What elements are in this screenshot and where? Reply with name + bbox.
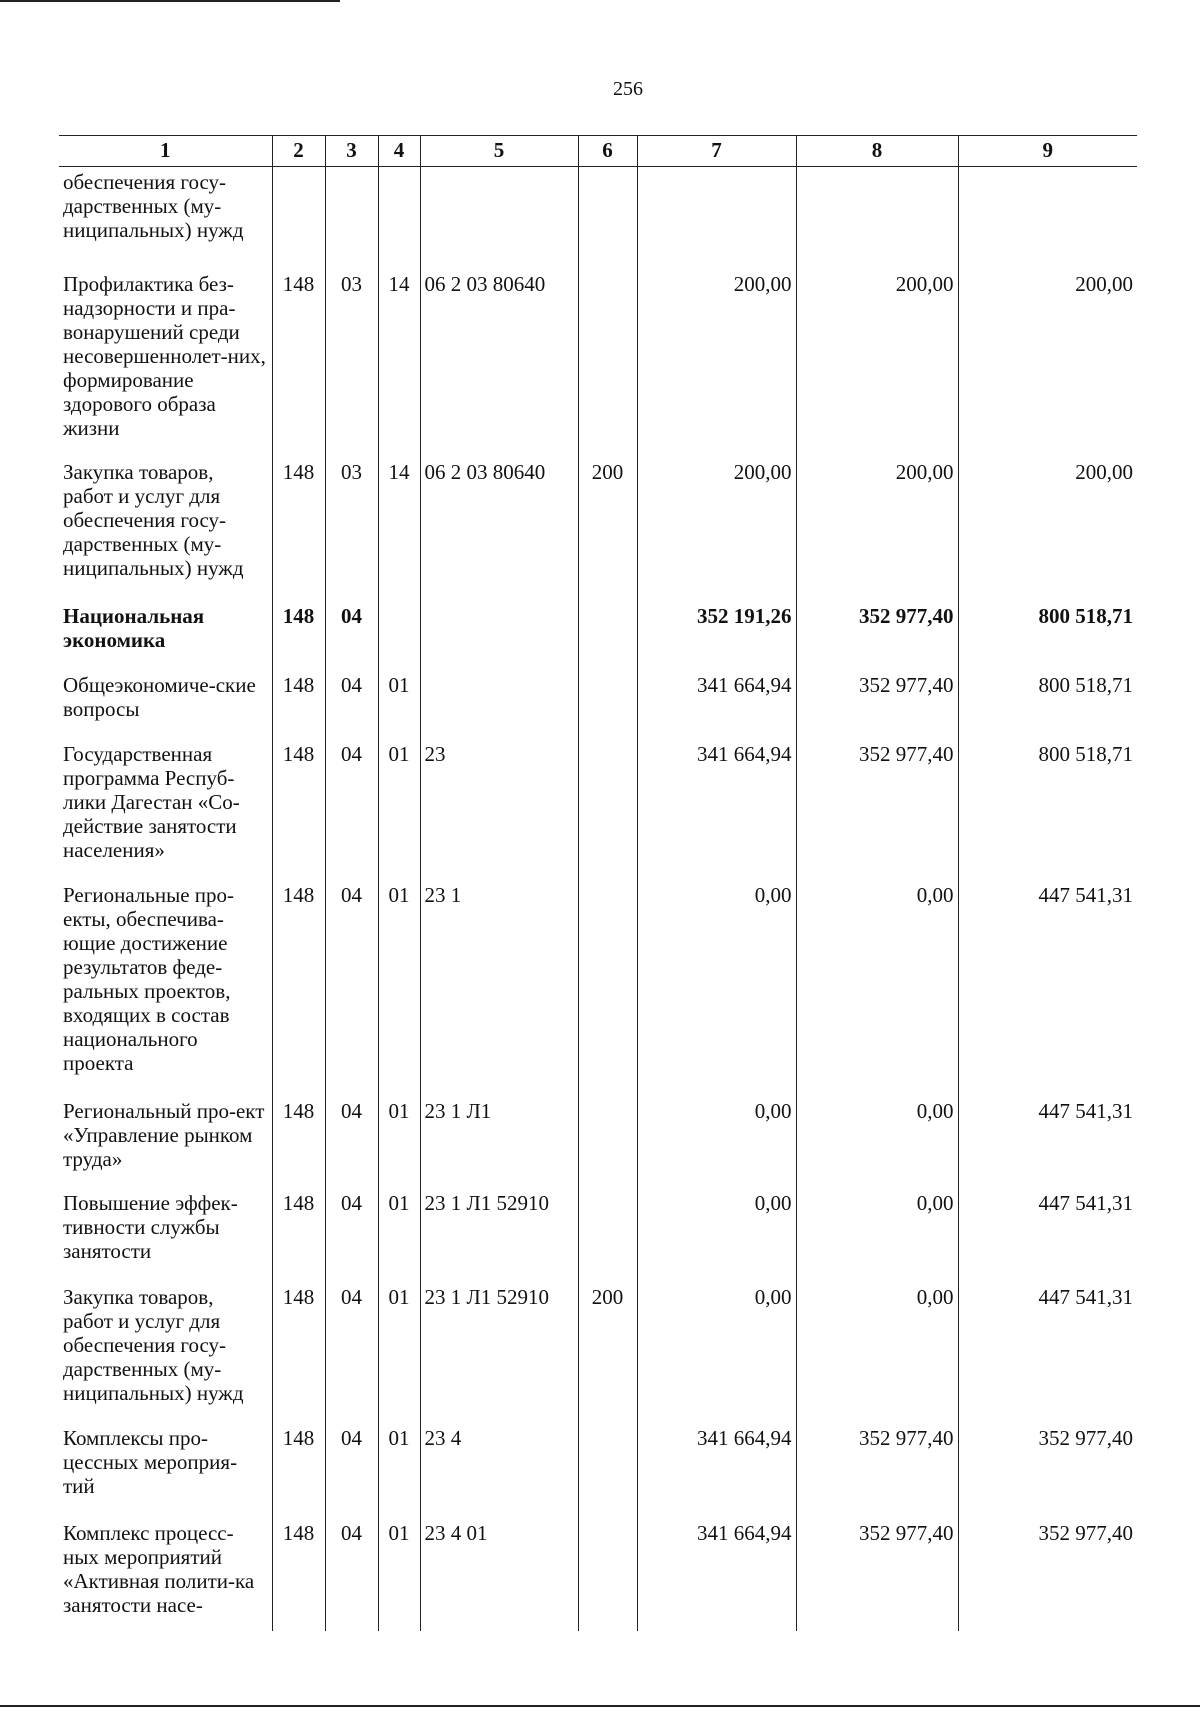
cell-col7	[637, 167, 796, 270]
cell-col3: 04	[325, 670, 378, 739]
cell-col6	[578, 1423, 637, 1518]
cell-col4: 01	[378, 1188, 420, 1282]
column-header: 3	[325, 136, 378, 167]
row-name: Государственная программа Респуб-лики Дагестан «Со-действие занятости населения»	[59, 739, 272, 880]
cell-col8: 352 977,40	[796, 601, 958, 670]
cell-col6	[578, 1096, 637, 1188]
cell-col4: 01	[378, 880, 420, 1096]
cell-col3: 04	[325, 739, 378, 880]
cell-col2: 148	[272, 1282, 325, 1423]
cell-col8	[796, 167, 958, 270]
cell-col5	[420, 601, 578, 670]
cell-col7: 200,00	[637, 457, 796, 601]
table-row	[59, 739, 1137, 880]
cell-col7: 341 664,94	[637, 670, 796, 739]
cell-col6	[578, 1518, 637, 1631]
row-name: Повышение эффек-тивности службы занятости	[59, 1188, 272, 1282]
cell-col7: 0,00	[637, 1282, 796, 1423]
budget-table	[59, 135, 1137, 1631]
cell-col2: 148	[272, 739, 325, 880]
column-header: 2	[272, 136, 325, 167]
row-name: обеспечения госу-дарственных (му-ниципальных) нужд	[59, 167, 272, 270]
cell-col9: 200,00	[958, 269, 1137, 457]
column-header: 5	[420, 136, 578, 167]
cell-col9: 352 977,40	[958, 1518, 1137, 1631]
cell-col8: 200,00	[796, 269, 958, 457]
cell-col2: 148	[272, 601, 325, 670]
cell-col4: 01	[378, 1423, 420, 1518]
cell-col9: 447 541,31	[958, 1282, 1137, 1423]
cell-col7: 341 664,94	[637, 1518, 796, 1631]
cell-col6	[578, 1188, 637, 1282]
cell-col6	[578, 601, 637, 670]
cell-col5: 23 4 01	[420, 1518, 578, 1631]
column-header: 4	[378, 136, 420, 167]
row-name: Общеэкономиче-ские вопросы	[59, 670, 272, 739]
table-row	[59, 167, 1137, 270]
cell-col9: 447 541,31	[958, 880, 1137, 1096]
cell-col5	[420, 167, 578, 270]
cell-col4: 14	[378, 269, 420, 457]
cell-col3: 04	[325, 1518, 378, 1631]
cell-col6	[578, 739, 637, 880]
cell-col2: 148	[272, 1188, 325, 1282]
cell-col4: 01	[378, 1518, 420, 1631]
cell-col5	[420, 670, 578, 739]
table-row	[59, 1188, 1137, 1282]
cell-col8: 352 977,40	[796, 1423, 958, 1518]
cell-col8: 0,00	[796, 880, 958, 1096]
cell-col5: 06 2 03 80640	[420, 269, 578, 457]
header-row	[59, 136, 1137, 167]
cell-col9: 800 518,71	[958, 670, 1137, 739]
cell-col5: 23 1 Л1	[420, 1096, 578, 1188]
cell-col9: 447 541,31	[958, 1188, 1137, 1282]
cell-col9: 800 518,71	[958, 739, 1137, 880]
table-body	[59, 167, 1137, 1632]
cell-col6	[578, 167, 637, 270]
cell-col5: 06 2 03 80640	[420, 457, 578, 601]
cell-col5: 23 1 Л1 52910	[420, 1282, 578, 1423]
cell-col5: 23 4	[420, 1423, 578, 1518]
cell-col4: 01	[378, 1096, 420, 1188]
cell-col2: 148	[272, 1518, 325, 1631]
column-header: 9	[958, 136, 1137, 167]
cell-col6	[578, 670, 637, 739]
row-name: Закупка товаров, работ и услуг для обеспечения госу-дарственных (му-ниципальных) нужд	[59, 457, 272, 601]
cell-col2: 148	[272, 269, 325, 457]
row-name: Региональные про-екты, обеспечива-ющие достижение результатов феде-ральных проектов, входящих в состав национального проекта	[59, 880, 272, 1096]
cell-col4: 01	[378, 1282, 420, 1423]
cell-col8: 352 977,40	[796, 670, 958, 739]
cell-col7: 352 191,26	[637, 601, 796, 670]
cell-col6: 200	[578, 1282, 637, 1423]
cell-col9: 800 518,71	[958, 601, 1137, 670]
table-row	[59, 601, 1137, 670]
column-header: 7	[637, 136, 796, 167]
cell-col4: 14	[378, 457, 420, 601]
column-header: 1	[59, 136, 272, 167]
top-rule	[0, 0, 340, 2]
cell-col9: 200,00	[958, 457, 1137, 601]
page-number: 256	[613, 78, 643, 100]
cell-col3: 04	[325, 1096, 378, 1188]
cell-col8: 0,00	[796, 1188, 958, 1282]
cell-col3: 03	[325, 457, 378, 601]
cell-col7: 0,00	[637, 1096, 796, 1188]
cell-col3: 04	[325, 1423, 378, 1518]
cell-col9: 352 977,40	[958, 1423, 1137, 1518]
cell-col5: 23 1 Л1 52910	[420, 1188, 578, 1282]
cell-col2	[272, 167, 325, 270]
cell-col4: 01	[378, 670, 420, 739]
table-row	[59, 1282, 1137, 1423]
row-name: Региональный про-ект «Управление рынком труда»	[59, 1096, 272, 1188]
table-row	[59, 670, 1137, 739]
row-name: Комплекс процесс-ных мероприятий «Активная полити-ка занятости насе-	[59, 1518, 272, 1631]
cell-col5: 23	[420, 739, 578, 880]
cell-col3: 04	[325, 1188, 378, 1282]
cell-col3: 03	[325, 269, 378, 457]
table-row	[59, 269, 1137, 457]
cell-col2: 148	[272, 670, 325, 739]
cell-col7: 0,00	[637, 1188, 796, 1282]
table-row	[59, 880, 1137, 1096]
row-name: Комплексы про-цессных мероприя-тий	[59, 1423, 272, 1518]
table-row	[59, 1423, 1137, 1518]
cell-col6	[578, 269, 637, 457]
cell-col8: 352 977,40	[796, 1518, 958, 1631]
table-row	[59, 1518, 1137, 1631]
table-header	[59, 136, 1137, 167]
cell-col8: 0,00	[796, 1096, 958, 1188]
cell-col3	[325, 167, 378, 270]
cell-col4	[378, 601, 420, 670]
cell-col3: 04	[325, 601, 378, 670]
row-name: Закупка товаров, работ и услуг для обеспечения госу-дарственных (му-ниципальных) нужд	[59, 1282, 272, 1423]
cell-col8: 200,00	[796, 457, 958, 601]
cell-col4: 01	[378, 739, 420, 880]
cell-col9: 447 541,31	[958, 1096, 1137, 1188]
cell-col2: 148	[272, 880, 325, 1096]
cell-col2: 148	[272, 1423, 325, 1518]
row-name: Национальная экономика	[59, 601, 272, 670]
row-name: Профилактика без-надзорности и пра-вонарушений среди несовершеннолет-них, формирование здорового образа жизни	[59, 269, 272, 457]
cell-col6: 200	[578, 457, 637, 601]
cell-col4	[378, 167, 420, 270]
cell-col8: 352 977,40	[796, 739, 958, 880]
cell-col5: 23 1	[420, 880, 578, 1096]
cell-col2: 148	[272, 457, 325, 601]
cell-col8: 0,00	[796, 1282, 958, 1423]
bottom-rule	[0, 1705, 1200, 1707]
cell-col7: 0,00	[637, 880, 796, 1096]
cell-col3: 04	[325, 880, 378, 1096]
cell-col2: 148	[272, 1096, 325, 1188]
column-header: 8	[796, 136, 958, 167]
cell-col7: 200,00	[637, 269, 796, 457]
cell-col3: 04	[325, 1282, 378, 1423]
table-row	[59, 457, 1137, 601]
table-row	[59, 1096, 1137, 1188]
cell-col6	[578, 880, 637, 1096]
column-header: 6	[578, 136, 637, 167]
cell-col7: 341 664,94	[637, 739, 796, 880]
cell-col9	[958, 167, 1137, 270]
cell-col7: 341 664,94	[637, 1423, 796, 1518]
